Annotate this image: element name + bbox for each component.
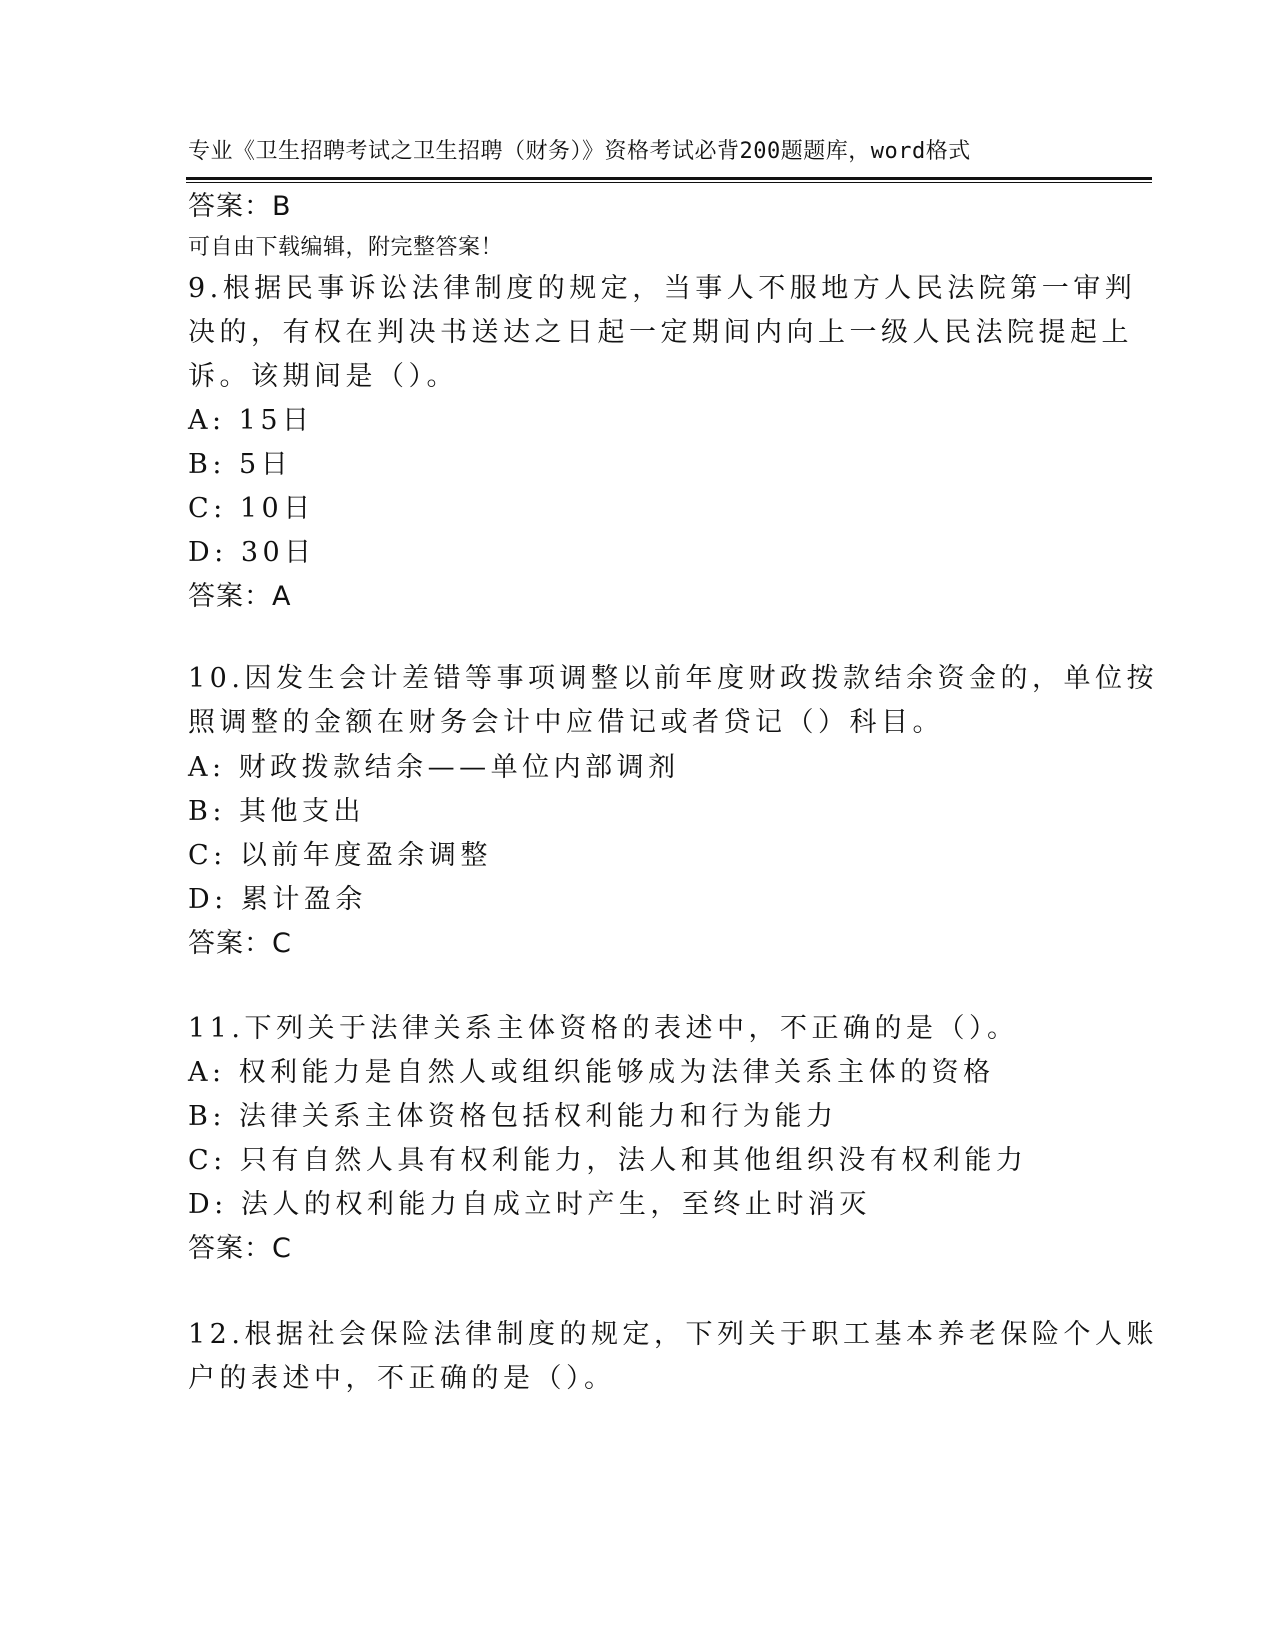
question-11-line-1: 11.下列关于法律关系主体资格的表述中，不正确的是（）。 bbox=[188, 1013, 1019, 1044]
question-10-line-2: 照调整的金额在财务会计中应借记或者贷记（）科目。 bbox=[188, 707, 944, 738]
header-line-2: 可自由下载编辑，附完整答案！ bbox=[188, 235, 504, 260]
question-11-option-c: C: 只有自然人具有权利能力，法人和其他组织没有权利能力 bbox=[188, 1145, 1028, 1176]
question-9-line-3: 诉。该期间是（）。 bbox=[188, 361, 458, 392]
header-line-1: 专业《卫生招聘考试之卫生招聘（财务）》资格考试必背200题题库，word格式 bbox=[188, 139, 971, 164]
question-10-answer: 答案：C bbox=[188, 928, 292, 959]
question-11-option-a: A: 权利能力是自然人或组织能够成为法律关系主体的资格 bbox=[188, 1057, 995, 1088]
question-10-option-a: A: 财政拨款结余——单位内部调剂 bbox=[188, 752, 680, 783]
question-10-option-d: D: 累计盈余 bbox=[188, 884, 367, 915]
question-9-option-a: A: 15日 bbox=[188, 405, 314, 436]
question-9-option-d: D: 30日 bbox=[188, 537, 316, 568]
question-10-line-1: 10.因发生会计差错等事项调整以前年度财政拨款结余资金的，单位按 bbox=[188, 663, 1158, 694]
question-9-answer: 答案：A bbox=[188, 581, 292, 612]
header-rule-thin bbox=[186, 182, 1152, 183]
question-10-option-c: C: 以前年度盈余调整 bbox=[188, 840, 492, 871]
question-9-line-2: 决的，有权在判决书送达之日起一定期间内向上一级人民法院提起上 bbox=[188, 317, 1133, 348]
header-rule-thick bbox=[186, 177, 1152, 180]
question-11-option-b: B: 法律关系主体资格包括权利能力和行为能力 bbox=[188, 1101, 838, 1132]
question-12-line-1: 12.根据社会保险法律制度的规定，下列关于职工基本养老保险个人账 bbox=[188, 1319, 1158, 1350]
question-9-option-b: B: 5日 bbox=[188, 449, 293, 480]
question-10-option-b: B: 其他支出 bbox=[188, 796, 366, 827]
question-9-option-c: C: 10日 bbox=[188, 493, 315, 524]
question-12-line-2: 户的表述中，不正确的是（）。 bbox=[188, 1363, 616, 1394]
question-11-option-d: D: 法人的权利能力自成立时产生，至终止时消灭 bbox=[188, 1189, 871, 1220]
question-9-line-1: 9.根据民事诉讼法律制度的规定，当事人不服地方人民法院第一审判 bbox=[188, 273, 1137, 304]
answer-previous: 答案：B bbox=[188, 191, 292, 222]
question-11-answer: 答案：C bbox=[188, 1233, 292, 1264]
